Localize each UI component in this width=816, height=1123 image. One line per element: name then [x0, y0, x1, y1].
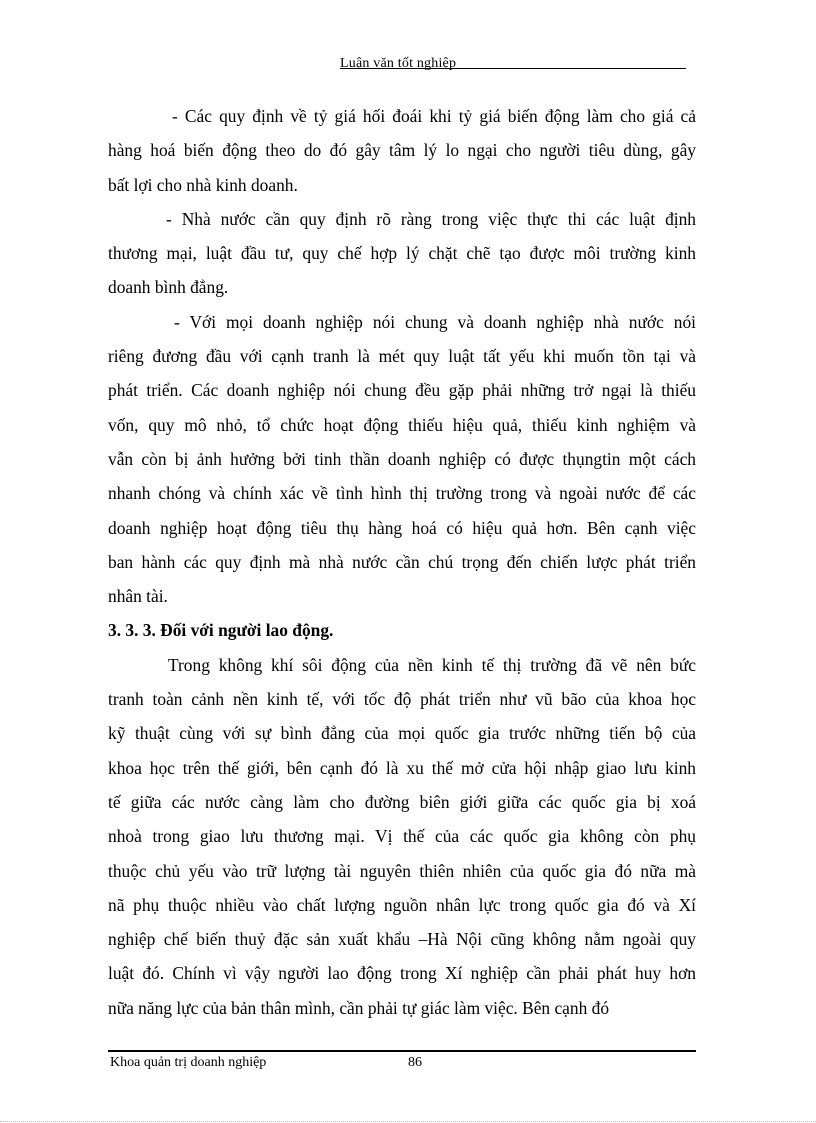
paragraph-line: thương mại, luật đầu tư, quy chế hợp lý chặt chẽ tạo được môi trường kinh — [108, 243, 696, 264]
paragraph-line: ban hành các quy định mà nhà nước cần chú trọng đến chiến lược phát triển — [108, 551, 696, 572]
running-header-title: Luận văn tốt nghiệp — [340, 56, 457, 71]
footer-faculty: Khoa quản trị doanh nghiệp — [110, 1055, 267, 1070]
paragraph-line: vẫn còn bị ảnh hưởng bởi tinh thần doanh nghiệp có được thụngtin một cách — [108, 448, 696, 469]
paragraph-line: - Với mọi doanh nghiệp nói chung và doanh nghiệp nhà nước nói — [174, 311, 696, 332]
paragraph-line: doanh bình đẳng. — [108, 277, 229, 298]
section-heading: 3. 3. 3. Đối với người lao động. — [108, 620, 334, 641]
paragraph-line: tế giữa các nước càng làm cho đường biên giới giữa các quốc gia bị xoá — [108, 791, 696, 812]
paragraph-line: kỹ thuật cùng với sự bình đẳng của mọi quốc gia trước những tiến bộ của — [108, 723, 696, 744]
paragraph-line: - Các quy định về tỷ giá hối đoái khi tỷ giá biến động làm cho giá cả — [172, 106, 696, 126]
paragraph-line: bất lợi cho nhà kinh doanh. — [108, 174, 298, 195]
paragraph-line: vốn, quy mô nhỏ, tổ chức hoạt động thiếu hiệu quả, thiếu kinh nghiệm và — [108, 414, 696, 435]
paragraph-line: nghiệp chế biến thuỷ đặc sản xuất khẩu –Hà Nội cũng không nằm ngoài quy — [108, 929, 696, 950]
paragraph-line: doanh nghiệp hoạt động tiêu thụ hàng hoá có hiệu quả hơn. Bên cạnh việc — [108, 517, 696, 538]
paragraph-line: - Nhà nước cần quy định rõ ràng trong việc thực thi các luật định — [166, 208, 696, 229]
paragraph-line: riêng đương đầu với cạnh tranh là mét quy luật tất yếu khi muốn tồn tại và — [108, 346, 696, 367]
paragraph-line: nữa năng lực của bản thân mình, cần phải tự giác làm việc. Bên cạnh đó — [108, 997, 610, 1018]
page-edge-divider — [0, 1121, 816, 1122]
footer-rule — [108, 1050, 696, 1052]
paragraph-line: nhanh chóng và chính xác về tình hình thị trường trong và ngoài nước để các — [108, 483, 696, 504]
header-rule — [340, 68, 686, 69]
paragraph-line: Trong không khí sôi động của nền kinh tế thị trường đã vẽ nên bức — [168, 654, 696, 675]
paragraph-line: phát triển. Các doanh nghiệp nói chung đều gặp phải những trở ngại là thiếu — [108, 380, 696, 401]
paragraph-line: khoa học trên thế giới, bên cạnh đó là xu thế mở cửa hội nhập giao lưu kinh — [108, 757, 696, 778]
paragraph-line: nã phụ thuộc nhiều vào chất lượng nguồn nhân lực trong quốc gia đó và Xí — [108, 894, 696, 915]
body-text — [108, 99, 696, 1025]
paragraph-line: thuộc chủ yếu vào trữ lượng tài nguyên thiên nhiên của quốc gia đó nữa mà — [108, 860, 696, 881]
paragraph-line: luật đó. Chính vì vậy người lao động trong Xí nghiệp cần phải phát huy hơn — [108, 963, 696, 984]
paragraph-line: tranh toàn cảnh nền kinh tế, với tốc độ phát triển như vũ bão của khoa học — [108, 689, 696, 710]
paragraph-line: nhân tài. — [108, 586, 168, 607]
paragraph-line: nhoà trong giao lưu thương mại. Vị thế của các quốc gia không còn phụ — [108, 826, 696, 847]
page-number: 86 — [408, 1055, 422, 1070]
paragraph-line: hàng hoá biến động theo do đó gây tâm lý lo ngại cho người tiêu dùng, gây — [108, 140, 696, 161]
